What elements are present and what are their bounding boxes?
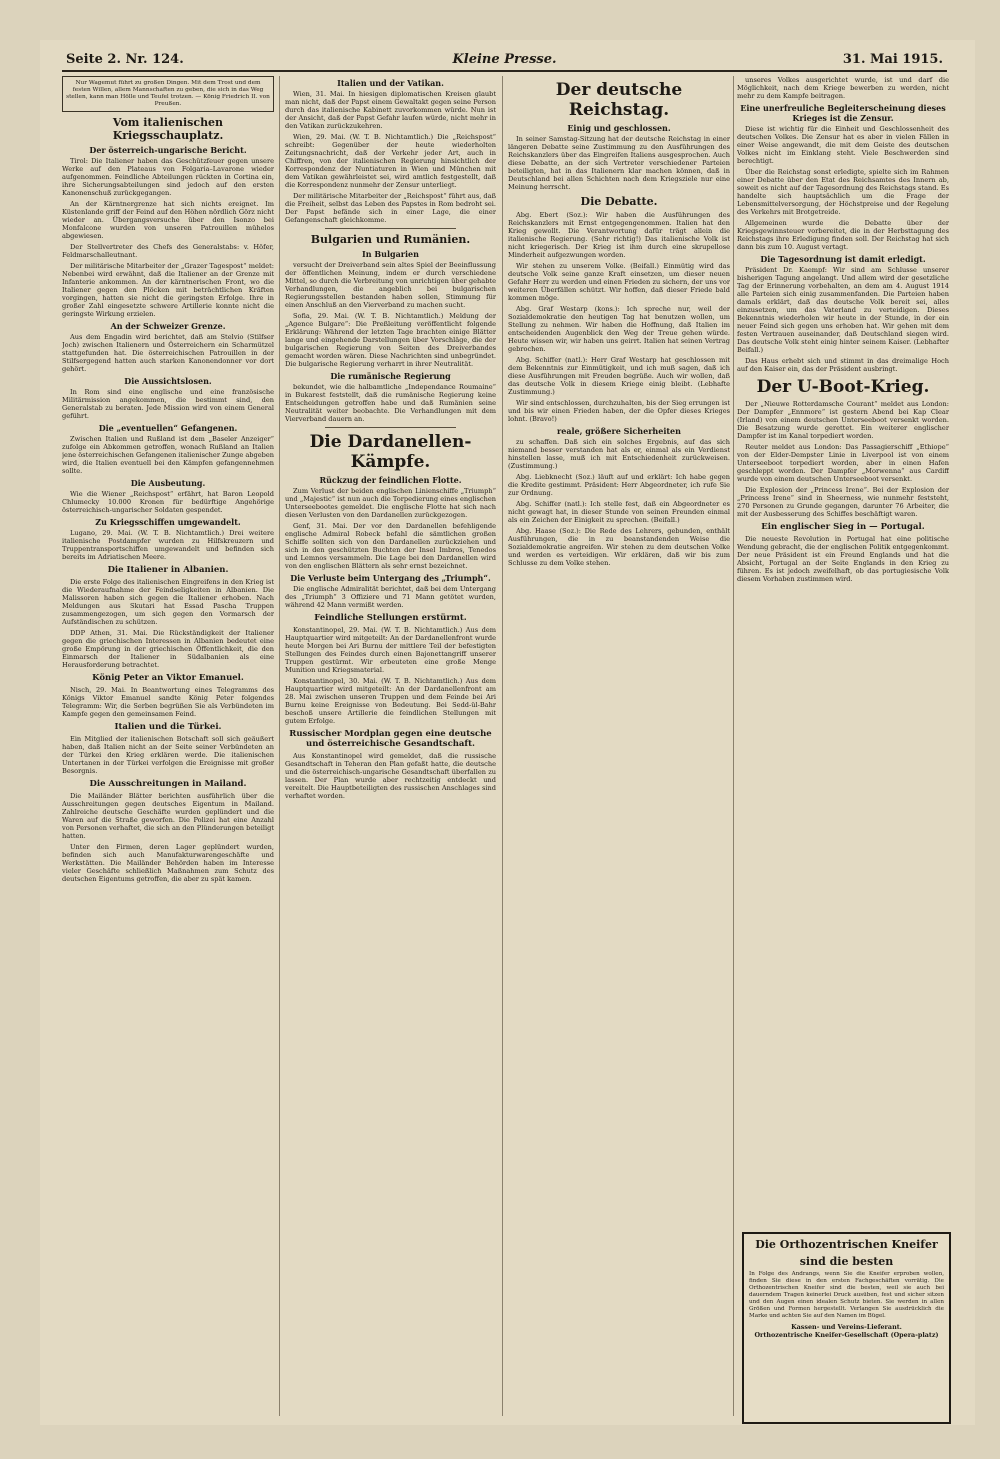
paragraph: Wien, 31. Mai. In hiesigen diplomatischen Kreisen glaubt man nicht, daß der Papst einem Gewaltakt gegen seine Person durch das italienische Kabinett zuvorkommen würde. Nun ist der Ansicht, daß der Papst Gefahr laufen würde, nicht mehr in den Vatikan zurückzukehren. [285,90,496,130]
paragraph: Zum Verlust der beiden englischen Linienschiffe „Triumph“ und „Majestic“ ist nun auch die Torpedierung eines englischen Unterseebootes gemeldet. Die englische Flotte hat sich nach diesen Verlusten von den Dardanellen zurückgezogen. [285,487,496,519]
subheadline: Die Tagesordnung ist damit erledigt. [760,254,926,264]
paragraph: Konstantinopel, 30. Mai. (W. T. B. Nichtamtlich.) Aus dem Hauptquartier wird mitgeteilt: An der Dardanellenfront am 28. Mai zwischen unseren Truppen und dem Feinde bei Ari Burnu keine Ereignisse von Bedeutung. Bei Sedd-ül-Bahr beschoß unsere Artillerie die feindlichen Stellungen mit gutem Erfolge. [285,677,496,725]
advertisement-box [742,1232,951,1424]
paragraph: Die Mailänder Blätter berichten ausführlich über die Ausschreitungen gegen deutsches Eigentum in Mailand. Zahlreiche deutsche Geschäfte wurden geplündert und die Waren auf die Straße geworfen. Die Polizei hat eine Anzahl von Personen verhaftet, die sich an den Plünderungen beteiligt hatten. [62,792,274,840]
paragraph: Genf, 31. Mai. Der vor den Dardanellen befehligende englische Admiral Robeck befahl die sämtlichen großen Schiffe sollten sich von den Dardanellen zurückziehen und sich in den geschützten Buchten der Insel Imbros, Tenedos und Lemnos versammeln. Die Lage bei den Dardanellen wird von den englischen Blättern als sehr ernst bezeichnet. [285,522,496,570]
subheadline: Eine unerfreuliche Begleiterscheinung dieses Krieges ist die Zensur. [740,103,946,123]
paragraph: Wien, 29. Mai. (W. T. B. Nichtamtlich.) Die „Reichspost“ schreibt: Gegenüber der heute wiederholten Zeitungsnachricht, daß der Verkehr jeder Art, auch in Chiffren, von der italienischen Regierung hinsichtlich der Korrespondenz der Nuntiaturen in Wien und München mit dem Vatikan gewährleistet sei, wird amtlich festgestellt, daß die Korrespondenz nunmehr der Zensur unterliegt. [285,133,496,189]
paragraph: Sofia, 29. Mai. (W. T. B. Nichtamtlich.) Meldung der „Agence Bulgare“: Die Preßleitung veröffentlicht folgende Erklärung: Während der letzten Tage brachten einige Blätter lange und eingehende Darstellungen über Vorschläge, die der bulgarischen Regierung von Seiten des Dreiverbandes gemacht worden wären. Diese Nachrichten sind unbegründet. Die bulgarische Regierung verharrt in ihrer Neutralität. [285,312,496,368]
paragraph: Der militärische Mitarbeiter der „Grazer Tagespost“ meldet: Nebenbei wird erwähnt, daß die Italiener an der Grenze mit Infanterie ankommen. An der kärntnerischen Front, wo die Italiener gegen den Plöcken mit beträchtlichen Kräften vorgingen, hatten sie nicht die geringsten Erfolge. Ihre in großer Zahl eingesetzte schwere Artillerie konnte nicht die geringste Wirkung erzielen. [62,262,274,318]
column-4 [737,76,949,1416]
subheadline: Zu Kriegsschiffen umgewandelt. [95,517,241,527]
paragraph: Zwischen Italien und Rußland ist dem „Baseler Anzeiger“ zufolge ein Abkommen getroffen, wonach Rußland an Italien jene österreichischen Gefangenen italienischer Zunge abgeben wird, die Italien eventuell bei den Kämpfen gefangennehmen sollte. [62,435,274,475]
paragraph: In Rom sind eine englische und eine französische Militärmission angekommen, die bestimmt sind, den Generalstab zu beraten. Jede Mission wird von einem General geführt. [62,388,274,420]
paragraph: Der Stellvertreter des Chefs des Generalstabs: v. Höfer, Feldmarschalleutnant. [62,243,274,259]
paragraph: Reuter meldet aus London: Das Passagierschiff „Ethiope“ von der Elder-Dempster Linie in Liverpool ist von einem Unterseeboot torpediert worden, aber in einen Hafen geschleppt worden. Der Dampfer „Morwenna“ aus Cardiff wurde von einem deutschen Unterseeboot versenkt. [737,443,949,483]
page-header [62,52,947,72]
headline-bulgaria-romania: Bulgarien und Rumänien. [310,233,471,246]
column-rule [279,76,280,1416]
subheadline: Die Ausbeutung. [130,478,206,488]
paragraph: unseres Volkes ausgerichtet wurde, ist und darf die Möglichkeit, nach dem Kriege bewerben zu werden, nicht mehr zu dem Kampfe beitragen. [737,76,949,100]
paragraph: Lugano, 29. Mai. (W. T. B. Nichtamtlich.) Drei weitere italienische Postdampfer wurden zu Hilfskreuzern und Truppentransportschiffen umgewandelt und befinden sich bereits im Adriatischen Meere. [62,529,274,561]
subheadline: Rückzug der feindlichen Flotte. [319,475,462,485]
paragraph: Der „Nieuwe Rotterdamsche Courant“ meldet aus London: Der Dampfer „Ennmore“ ist gestern Abend bei Kap Clear (Irland) von einem deutschen Unterseeboot versenkt worden. Die Besatzung wurde gerettet. Ein weiterer englischer Dampfer ist im Kanal torpediert worden. [737,400,949,440]
ad-body: In Folge des Andrangs, wenn Sie die Kneifer erproben wollen, finden Sie diese in den ersten Fachgeschäften vorrätig. Die Orthozentrischen Kneifer sind die besten, weil sie auch bei dauerndem Tragen keinerlei Druck ausüben, fest und sicher sitzen und den Augen einen idealen Schutz bieten. Sie werden in allen Größen und Formen hergestellt. Verlangen Sie ausdrücklich die Marke und achten Sie auf den Namen im Bügel. [749,1271,944,1319]
subheadline: Die Verluste beim Untergang des „Triumph“. [290,573,491,583]
column-rule [502,76,503,1416]
issue-date: 31. Mai 1915. [842,52,943,67]
headline-positions-stormed: Feindliche Stellungen erstürmt. [314,613,467,623]
paragraph: Präsident Dr. Kaempf: Wir sind am Schlusse unserer bisherigen Tagung angelangt. Und allem wird der gesetzliche Tag der Erinnerung vorbehalten, an dem am 4. August 1914 alle Parteien sich einig zusammenfanden. Die Parteien haben damals erklärt, daß das deutsche Volk bereit sei, alles einzusetzen, um das Vaterland zu verteidigen. Dieses Bekenntnis wiederholen wir heute in der Stunde, in der ein neuer Feind sich gegen uns erhoben hat. Wir gehen mit dem festen Vertrauen auseinander, daß Deutschland siegen wird. Das deutsche Volk steht einig hinter seinem Kaiser. (Lebhafter Beifall.) [737,266,949,354]
ad-subheadline: sind die besten [799,1255,894,1268]
paragraph: Wie die Wiener „Reichspost“ erfährt, hat Baron Leopold Chlumecky 10.000 Kronen für bedürftige Angehörige österreichisch-ungarischer Soldaten gespendet. [62,490,274,514]
subheadline: Italien und der Vatikan. [337,78,444,88]
paragraph: Abg. Schiffer (natl.): Herr Graf Westarp hat geschlossen mit dem Bekenntnis zur Einmütigkeit, und ich muß sagen, daß ich diese Ausführungen mit Freuden begrüße. Auch wir wollen, daß das deutsche Volk in diesem Kriege einig bleibt. (Lebhafte Zustimmung.) [508,356,730,396]
column-2 [285,76,496,1416]
column-3 [508,76,730,1416]
subheadline: Einig und geschlossen. [567,123,671,133]
paragraph: bekundet, wie die halbamtliche „Independance Roumaine“ in Bukarest feststellt, daß die rumänische Regierung keine Entscheidungen getroffen habe und daß Rumänien seine Neutralität weiter beobachte. Die Verhandlungen mit dem Vierverband dauern an. [285,383,496,423]
headline-dardanelles: Die Dardanellen-Kämpfe. [309,432,472,472]
paragraph: Diese ist wichtig für die Einheit und Geschlossenheit des deutschen Volkes. Die Zensur hat es aber in vielen Fällen in einer Weise angewandt, die mit dem Geiste des deutschen Volkes nicht im Einklang steht. Viele Beschwerden sind berechtigt. [737,125,949,165]
paragraph: Allgemeinen wurde die Debatte über der Kriegsgewinnsteuer vorbereitet, die in der Herbsttagung des Reichstags ihre Erledigung finden soll. Der Reichstag hat sich dann bis zum 10. August vertagt. [737,219,949,251]
paragraph: Abg. Ebert (Soz.): Wir haben die Ausführungen des Reichskanzlers mit Ernst entgegengenommen. Italien hat den Krieg gewollt. Die Verantwortung dafür trägt allein die italienische Regierung. (Sehr richtig!) Das italienische Volk ist nicht kriegerisch. Der Krieg ist ihm durch eine skrupellose Minderheit aufgezwungen worden. [508,211,730,259]
headline-debate: Die Debatte. [580,195,658,208]
paragraph: zu schaffen. Daß sich ein solches Ergebnis, auf das sich niemand besser verstanden hat als er, einmal als ein Verdienst hinstellen lasse, muß ich mit Entschiedenheit zurückweisen. (Zustimmung.) [508,438,730,470]
paragraph: An der Kärntnergrenze hat sich nichts ereignet. Im Küstenlande griff der Feind auf den Höhen nördlich Görz nicht wieder an. Übergangsversuche über den Isonzo bei Monfalcone wurden von unseren Patrouillen mühelos abgewiesen. [62,200,274,240]
paragraph: Abg. Graf Westarp (kons.): Ich spreche nur, weil der Sozialdemokratie den heutigen Tag hat benutzen wollen, um Stellung zu nehmen. Wir haben die Hoffnung, daß Italien im entscheidenden Augenblick den Weg der Treue gehen würde. Heute wissen wir, wir haben uns geirrt. Italien hat seinen Vertrag gebrochen. [508,305,730,353]
paragraph: versucht der Dreiverband sein altes Spiel der Beeinflussung der öffentlichen Meinung, indem er durch verschiedene Mittel, so durch die Verbreitung von unrichtigen über gehabte Verhandlungen, die angeblich bei bulgarischen Regierungsstellen bestanden haben sollen, Stimmung für einen Anschluß an den Vierverband zu machen sucht. [285,261,496,309]
paragraph: Die neueste Revolution in Portugal hat eine politische Wendung gebracht, die der englischen Politik entgegenkommt. Der neue Präsident ist ein Freund Englands und hat die Absicht, Portugal an der Seite Englands in den Krieg zu führen. Es ist jedoch zweifelhaft, ob das portugiesische Volk diesem Vorhaben zustimmen wird. [737,535,949,583]
paragraph: Aus Konstantinopel wird gemeldet, daß die russische Gesandtschaft in Teheran den Plan gefaßt hatte, die deutsche und die österreichisch-ungarische Gesandtschaft überfallen zu lassen. Der Plan wurde aber rechtzeitig entdeckt und vereitelt. Die Hauptbeteiligten des russischen Anschlages sind verhaftet worden. [285,752,496,800]
paragraph: Die Explosion der „Princess Irene“. Bei der Explosion der „Princess Irene“ sind in Sheerness, wie nunmehr feststeht, 270 Personen zu Grunde gegangen, darunter 76 Arbeiter, die mit der Ausbesserung des Schiffes beschäftigt waren. [737,486,949,518]
paragraph: In seiner Samstag-Sitzung hat der deutsche Reichstag in einer längeren Debatte seine Zustimmung zu den Ausführungen des Reichskanzlers über das Eingreifen Italiens ausgesprochen. Auch diese Debatte, an der sich Vertreter verschiedener Parteien beteiligten, hat in das Italienern klar machen können, daß in Deutschland bei allen Schichten nach dem Kriegsziele nur eine Meinung herrscht. [508,135,730,191]
headline-italy-front: Vom italienischen Kriegsschauplatz. [112,116,224,142]
paragraph: Aus dem Engadin wird berichtet, daß am Stelvio (Stilfser Joch) zwischen Italienern und Österreichern ein Scharmützel stattgefunden hat. Die österreichischen Patrouillen in der Stilfsergegend hatten auch starken Kanonendonner vor dort gehört. [62,333,274,373]
paragraph: Konstantinopel, 29. Mai. (W. T. B. Nichtamtlich.) Aus dem Hauptquartier wird mitgeteilt: An der Dardanellenfront wurde heute Morgen bei Ari Burnu der mittlere Teil der befestigten Stellungen des Feindes durch einen Bajonettangriff unserer Truppen gestürmt. Wir erbeuteten eine große Menge Munition und Kriegsmaterial. [285,626,496,674]
column-1 [62,76,274,1416]
headline-portugal: Ein englischer Sieg in — Portugal. [761,522,925,532]
paragraph: Die englische Admiralität berichtet, daß bei dem Untergang des „Triumph“ 3 Offiziere und 71 Mann getötet wurden, während 42 Mann vermißt werden. [285,585,496,609]
divider [325,427,456,428]
motto-box: Nur Wagemut führt zu großen Dingen. Mit dem Trost und dem festen Willen, allem Mannschaften zu geben, die sich in das Weg stellen, kann man Hölle und Teufel trotzen. — König Friedrich II. von Preußen. [62,76,274,112]
paragraph: Die erste Folge des italienischen Eingreifens in den Krieg ist die Wiederaufnahme der Feindseligkeiten in Albanien. Die Malissoren haben sich gegen die Italiener erhoben. Nach Meldungen aus Skutari hat Essad Pascha Truppen zusammengezogen, um sich gegen den Vormarsch der Aufständischen zu schützen. [62,578,274,626]
ad-company: Orthozentrische Kneifer-Gesellschaft (Opera-platz) [754,1331,939,1339]
paragraph: Das Haus erhebt sich und stimmt in das dreimalige Hoch auf den Kaiser ein, das der Präsident ausbringt. [737,357,949,373]
subheadline: reale, größere Sicherheiten [557,426,681,436]
ad-footer: Kassen- und Vereins-Lieferant. [791,1323,902,1331]
subheadline: Der österreich-ungarische Bericht. [89,145,247,155]
divider [325,228,456,229]
paragraph: Abg. Haase (Soz.): Die Rede des Lehrers, gebunden, enthält Ausführungen, die in zu beanstandenden Weise die Sozialdemokratie angreifen. Wir stehen zu dem deutschen Volke und werden es verteidigen. Wir erklären, daß wir bis zum Schlusse zu dem Volke stehen. [508,527,730,567]
headline-king-peter: König Peter an Viktor Emanuel. [92,673,244,683]
paragraph: Tirol: Die Italiener haben das Geschützfeuer gegen unsere Werke auf den Plateaus von Folgaria–Lavarone wieder aufgenommen. Feindliche Abteilungen rückten in Cortina ein, ihre Sicherungsabteilungen sind jedoch auf den ersten Kanonenschuß zurückgegangen. [62,157,274,197]
subheadline: Die rumänische Regierung [330,371,451,381]
headline-italy-turkey: Italien und die Türkei. [114,722,222,732]
subheadline: Die „eventuellen“ Gefangenen. [98,423,238,433]
subheadline: In Bulgarien [362,249,419,259]
page-number: Seite 2. Nr. 124. [66,52,184,67]
headline-reichstag: Der deutsche Reichstag. [555,80,683,120]
paragraph: DDP Athen, 31. Mai. Die Rückständigkeit der Italiener gegen die griechischen Interessen in Albanien bedeutet eine große Empörung in der griechischen Öffentlichkeit, die den Einmarsch der Italiener in Südalbanien als eine Herausforderung betrachtet. [62,629,274,669]
headline-russian-plot: Russischer Mordplan gegen eine deutsche und österreichische Gesandtschaft. [289,729,492,749]
paragraph: Wir sind entschlossen, durchzuhalten, bis der Sieg errungen ist und bis wir einen Frieden haben, der die Opfer dieses Krieges lohnt. (Bravo!) [508,399,730,423]
column-rule [733,76,734,1416]
paragraph: Wir stehen zu unserem Volke. (Beifall.) Einmütig wird das deutsche Volk seine ganze Kraft einsetzen, um dieser neuen Gefahr Herr zu werden und einen Frieden zu sichern, der uns vor weiteren Überfällen schützt. Wir hoffen, daß dieser Friede bald kommen möge. [508,262,730,302]
headline-albania: Die Italiener in Albanien. [107,565,229,575]
subheadline: An der Schweizer Grenze. [110,321,226,331]
headline-u-boat-war: Der U-Boot-Krieg. [756,377,930,397]
paragraph: Unter den Firmen, deren Lager geplündert wurden, befinden sich auch Manufakturwarengeschäfte und Werkstätten. Die Mailänder Behörden haben im Interesse vieler Geschäfte schließlich Maßnahmen zum Schutz des deutschen Eigentums getroffen, die aber zu spät kamen. [62,843,274,883]
paragraph: Abg. Liebknecht (Soz.) läuft auf und erklärt: Ich habe gegen die Kredite gestimmt. Präsident: Herr Abgeordneter, ich rufe Sie zur Ordnung. [508,473,730,497]
paragraph: Nisch, 29. Mai. In Beantwortung eines Telegramms des Königs Viktor Emanuel sandte König Peter folgendes Telegramm: Wir, die Serben begrüßen Sie als Verbündeten im Kampfe gegen den gemeinsamen Feind. [62,686,274,718]
subheadline: Die Aussichtslosen. [124,376,212,386]
headline-milan-riots: Die Ausschreitungen in Mailand. [89,779,247,789]
paragraph: Der militärische Mitarbeiter der „Reichspost“ führt aus, daß die Freiheit, selbst das Leben des Papstes in Rom bedroht sei. Der Papst befände sich in einer Lage, die einer Gefangenschaft gleichkomme. [285,192,496,224]
paragraph: Über die Reichstag sonst erledigte, spielte sich im Rahmen einer Debatte über den Etat des Reichsamtes des Innern ab, soweit es nicht auf der Tagesordnung des Reichstags stand. Es handelte sich hauptsächlich um die Frage der Lebensmittelversorgung, der Höchstpreise und der Regelung des Verkehrs mit Brotgetreide. [737,168,949,216]
paragraph: Ein Mitglied der italienischen Botschaft soll sich geäußert haben, daß Italien nicht an der Seite seiner Verbündeten an der Türkei den Krieg erklären werde. Die italienischen Untertanen in der Türkei verfolgen die Ereignisse mit großer Besorgnis. [62,735,274,775]
ad-headline: Die Orthozentrischen Kneifer [755,1238,938,1251]
paragraph: Abg. Schiffer (natl.): Ich stelle fest, daß ein Abgeordneter es nicht gewagt hat, in dieser Stunde von seinen Freunden einmal als ein Zeichen der Einigkeit zu sprechen. (Beifall.) [508,500,730,524]
masthead: Kleine Presse. [452,52,557,67]
